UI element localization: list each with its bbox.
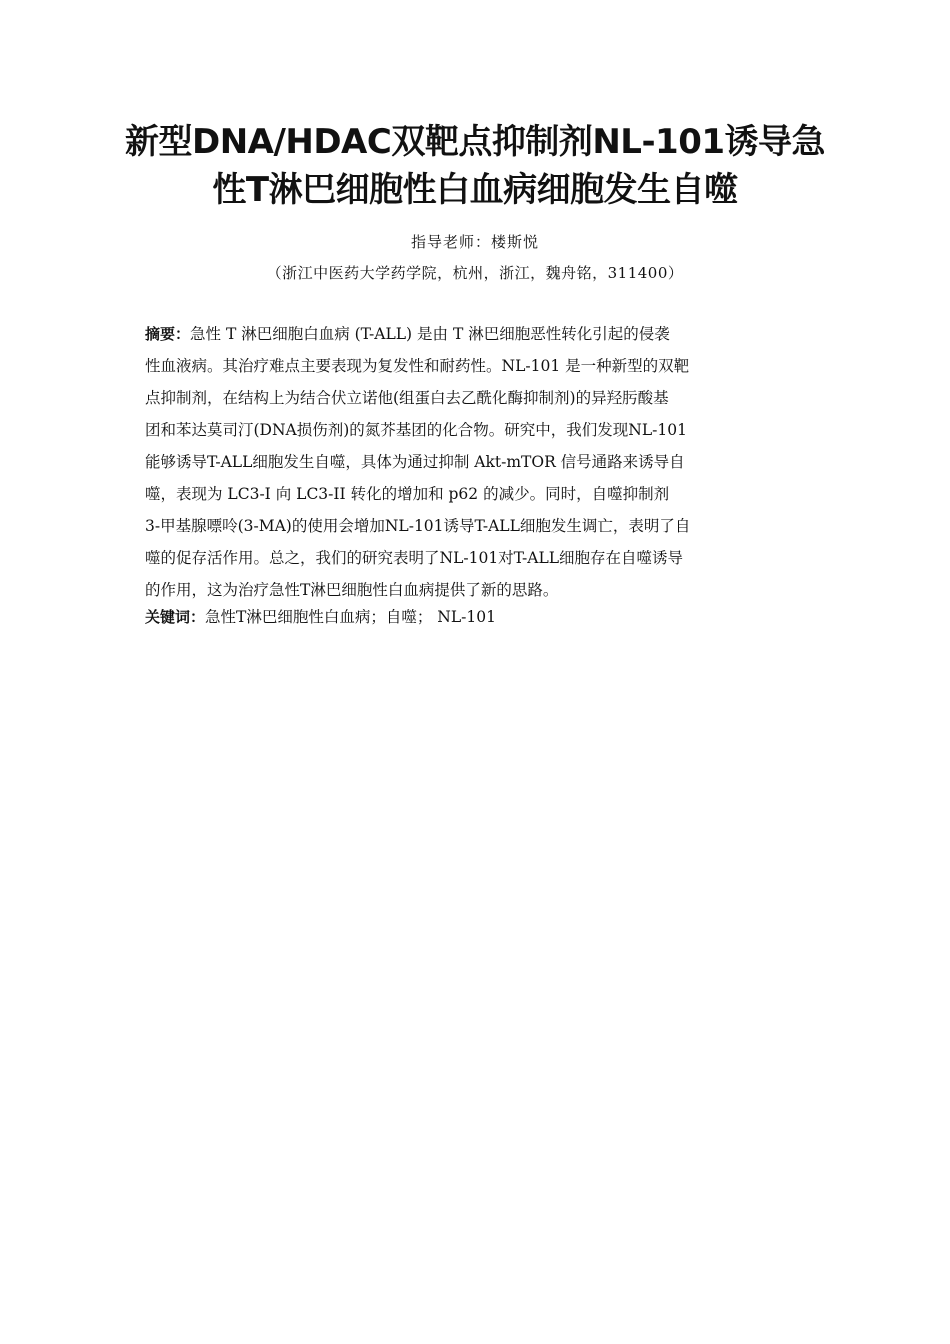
advisor-line: 指导老师：楼斯悦 — [410, 233, 539, 251]
abstract-line: 3-甲基腺嘌呤(3-MA)的使用会增加NL-101诱导T-ALL细胞发生调亡，表明了自 — [145, 517, 691, 535]
abstract-line: 噬的促存活作用。总之，我们的研究表明了NL-101对T-ALL细胞存在自噬诱导 — [145, 549, 684, 567]
abstract-line — [145, 318, 805, 350]
title-line-1: 新型DNA/HDAC双靶点抑制剂NL-101诱导急 — [124, 122, 826, 162]
paper-title — [120, 118, 830, 214]
abstract-section — [145, 318, 805, 606]
abstract-line: 团和苯达莫司汀(DNA损伤剂)的氮芥基团的化合物。研究中，我们发现NL-101 — [145, 421, 687, 439]
abstract-line: 性血液病。其治疗难点主要表现为复发性和耐药性。NL-101 是一种新型的双靶 — [145, 357, 690, 375]
abstract-line: 噬，表现为 LC3-I 向 LC3-II 转化的增加和 p62 的减少。同时，自噬抑制剂 — [145, 485, 670, 503]
title-line-2: 性T淋巴细胞性白血病细胞发生自噬 — [212, 170, 738, 210]
abstract-text: 急性 T 淋巴细胞白血病 (T-ALL) 是由 T 淋巴细胞恶性转化引起的侵袭 — [190, 325, 670, 343]
author-affiliation: （浙江中医药大学药学院，杭州，浙江，魏舟铭，311400） — [266, 264, 684, 282]
abstract-line: 能够诱导T-ALL细胞发生自噬，具体为通过抑制 Akt-mTOR 信号通路来诱导自 — [145, 453, 685, 471]
abstract-label: 摘要： — [145, 325, 191, 343]
abstract-line: 点抑制剂，在结构上为结合伏立诺他(组蛋白去乙酰化酶抑制剂)的异羟肟酸基 — [145, 389, 669, 407]
keywords-label: 关键词： — [145, 608, 206, 626]
keywords-text: 急性T淋巴细胞性白血病；自噬； NL-101 — [205, 608, 496, 626]
abstract-line: 的作用，这为治疗急性T淋巴细胞性白血病提供了新的思路。 — [145, 581, 559, 599]
keywords-section — [145, 605, 805, 629]
